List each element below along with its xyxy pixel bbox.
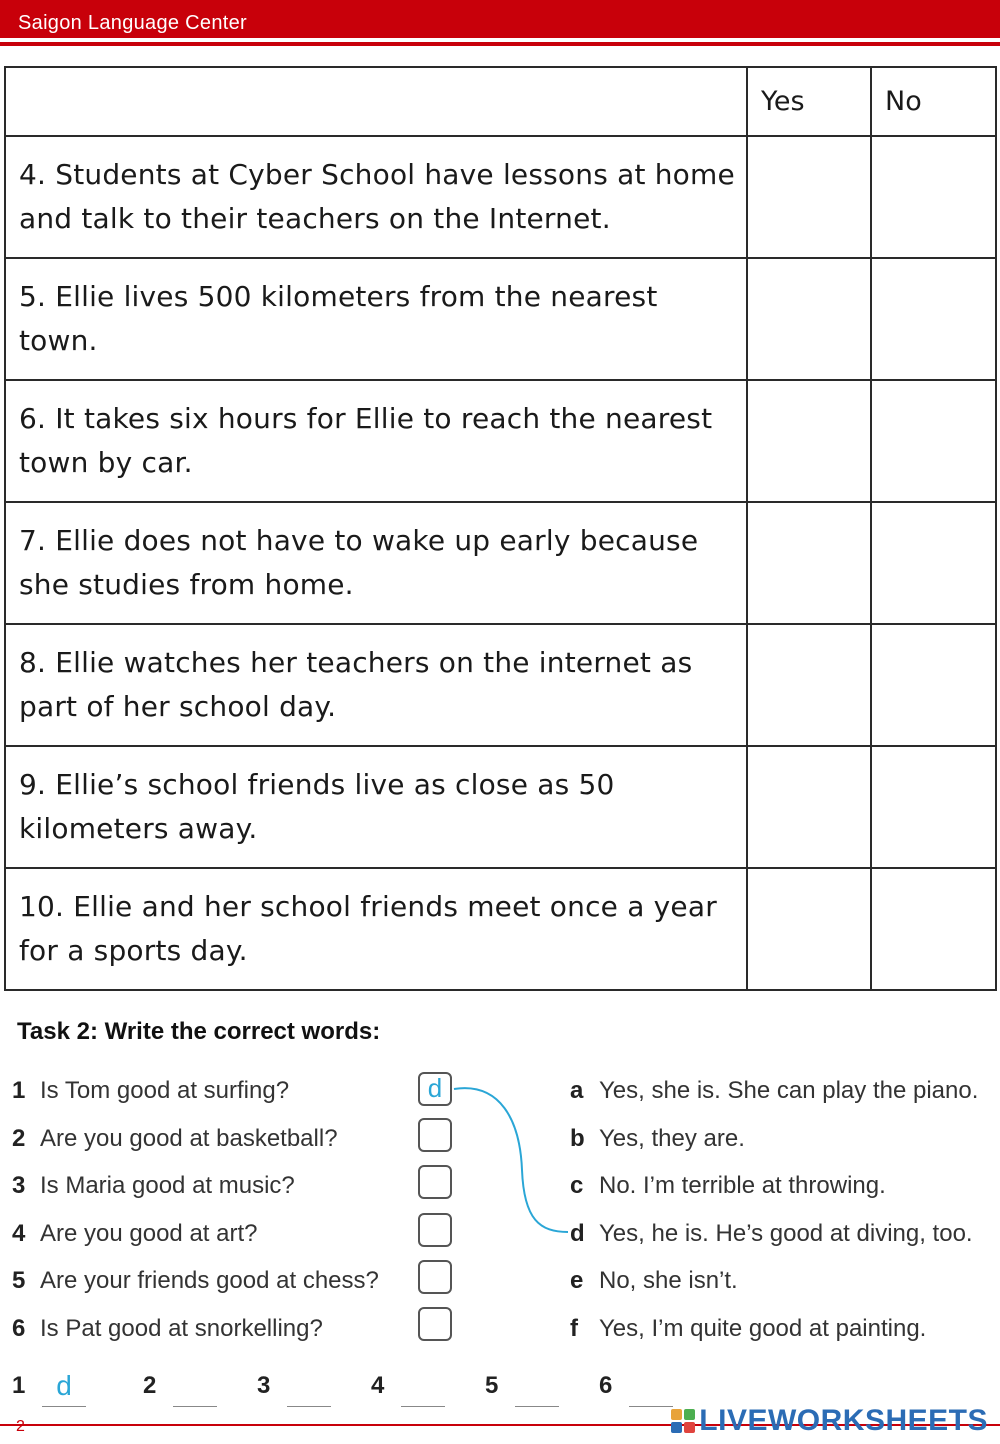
match-question: 6 Is Pat good at snorkelling? <box>12 1315 323 1342</box>
table-row <box>5 624 996 746</box>
table-row <box>5 258 996 380</box>
no-answer-cell[interactable] <box>871 136 996 258</box>
match-answer-box[interactable] <box>418 1213 452 1247</box>
match-answer-box[interactable] <box>418 1307 452 1341</box>
question-text: 8. Ellie watches her teachers on the internet as part of her school day. <box>19 646 693 723</box>
header-title: Saigon Language Center <box>18 12 248 34</box>
liveworksheets-icon <box>671 1409 695 1433</box>
answer-blank[interactable] <box>173 1406 217 1407</box>
liveworksheets-logo[interactable] <box>671 1404 988 1438</box>
question-text: 5. Ellie lives 500 kilometers from the nearest town. <box>19 280 658 357</box>
yes-no-table <box>4 66 997 991</box>
no-answer-cell[interactable] <box>871 624 996 746</box>
match-answer-box[interactable] <box>418 1260 452 1294</box>
match-response: a Yes, she is. She can play the piano. <box>570 1077 979 1104</box>
table-row <box>5 502 996 624</box>
header-bar <box>0 0 1000 38</box>
question-text: 9. Ellie’s school friends live as close as 50 kilometers away. <box>19 768 615 845</box>
answer-number: 2 <box>143 1372 157 1399</box>
question-text: 4. Students at Cyber School have lessons at home and talk to their teachers on the Internet. <box>19 158 735 235</box>
table-row <box>5 380 996 502</box>
question-text: 6. It takes six hours for Ellie to reach the nearest town by car. <box>19 402 713 479</box>
page-number: 2 <box>16 1418 25 1435</box>
match-response: d Yes, he is. He’s good at diving, too. <box>570 1220 973 1247</box>
brand-name: LIVEWORKSHEETS <box>699 1404 988 1437</box>
question-text: 7. Ellie does not have to wake up early because she studies from home. <box>19 524 699 601</box>
match-response: b Yes, they are. <box>570 1125 745 1152</box>
task2-title: Task 2: Write the correct words: <box>17 1018 381 1045</box>
match-response: e No, she isn’t. <box>570 1267 738 1294</box>
match-answer-box[interactable] <box>418 1118 452 1152</box>
table-header-row <box>5 67 996 136</box>
table-row <box>5 746 996 868</box>
no-answer-cell[interactable] <box>871 502 996 624</box>
table-row <box>5 136 996 258</box>
answer-number: 5 <box>485 1372 499 1399</box>
no-header: No <box>885 86 922 117</box>
yes-answer-cell[interactable] <box>747 502 871 624</box>
yes-answer-cell[interactable] <box>747 624 871 746</box>
no-answer-cell[interactable] <box>871 746 996 868</box>
match-question: 3 Is Maria good at music? <box>12 1172 295 1199</box>
answer-blank[interactable] <box>515 1406 559 1407</box>
question-text: 10. Ellie and her school friends meet once a year for a sports day. <box>19 890 717 967</box>
match-question: 4 Are you good at art? <box>12 1220 258 1247</box>
table-row <box>5 868 996 990</box>
answer-number: 4 <box>371 1372 385 1399</box>
yes-header: Yes <box>761 86 805 117</box>
no-answer-cell[interactable] <box>871 258 996 380</box>
header-no-cell <box>871 67 996 136</box>
answer-number: 6 <box>599 1372 613 1399</box>
yes-answer-cell[interactable] <box>747 258 871 380</box>
match-response: f Yes, I’m quite good at painting. <box>570 1315 927 1342</box>
header-question-cell <box>5 67 747 136</box>
answer-blank[interactable] <box>629 1406 673 1407</box>
match-question: 1 Is Tom good at surfing? <box>12 1077 290 1104</box>
matching-exercise <box>0 1060 1000 1360</box>
yes-answer-cell[interactable] <box>747 380 871 502</box>
match-question: 5 Are your friends good at chess? <box>12 1267 379 1294</box>
answer-number: 1 <box>12 1372 26 1399</box>
match-answer-box[interactable]: d <box>418 1072 452 1106</box>
answer-blank[interactable] <box>287 1406 331 1407</box>
yes-answer-cell[interactable] <box>747 136 871 258</box>
match-answer-box[interactable] <box>418 1165 452 1199</box>
header-rule <box>0 42 1000 46</box>
yes-answer-cell[interactable] <box>747 868 871 990</box>
answer-value: d <box>56 1370 72 1401</box>
match-question: 2 Are you good at basketball? <box>12 1125 338 1152</box>
match-response: c No. I’m terrible at throwing. <box>570 1172 886 1199</box>
answer-number: 3 <box>257 1372 271 1399</box>
yes-answer-cell[interactable] <box>747 746 871 868</box>
answer-blank[interactable] <box>401 1406 445 1407</box>
answer-blank[interactable] <box>42 1406 86 1407</box>
no-answer-cell[interactable] <box>871 868 996 990</box>
header-yes-cell <box>747 67 871 136</box>
no-answer-cell[interactable] <box>871 380 996 502</box>
